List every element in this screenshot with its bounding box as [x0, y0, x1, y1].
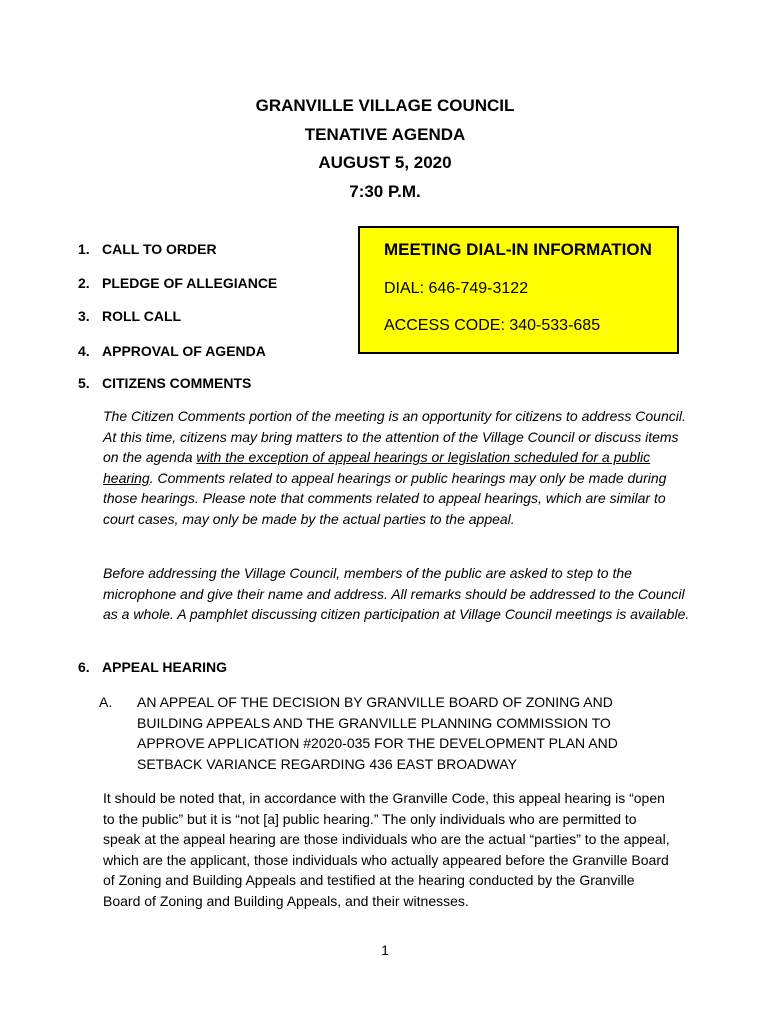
agenda-type: TENATIVE AGENDA — [304, 124, 466, 144]
agenda-item-pledge: 2. PLEDGE OF ALLEGIANCE — [78, 275, 278, 291]
meeting-date: AUGUST 5, 2020 — [318, 153, 452, 172]
council-name: GRANVILLE VILLAGE COUNCIL — [255, 96, 515, 115]
page-number: 1 — [381, 942, 389, 958]
dial-in-box — [358, 226, 679, 354]
agenda-item-approval: 4. APPROVAL OF AGENDA — [78, 343, 266, 359]
agenda-item-call-to-order: 1. CALL TO ORDER — [78, 241, 217, 257]
meeting-time: 7:30 P.M. — [349, 181, 421, 201]
agenda-item-roll-call: 3. ROLL CALL — [78, 308, 182, 324]
agenda-item-citizens-comments: 5. CITIZENS COMMENTS — [78, 375, 252, 391]
agenda-title — [0, 92, 770, 206]
agenda-item-appeal-hearing: 6. APPEAL HEARING — [78, 659, 227, 675]
appeal-description: AN APPEAL OF THE DECISION BY GRANVILLE BOARD OF ZONING AND BUILDING APPEALS AND THE GRANVILLE PLANNING COMMISSION TO APPROVE APPLICATION #2020-035 FOR THE DEVELOPMENT PLAN AND SETBACK VARIANCE REGARDING 436 EAST BROADWAY — [137, 694, 618, 772]
citizens-comments-paragraph: The Citizen Comments portion of the meeting is an opportunity for citizens to address Council. At this time, citizens may bring matters to the attention of the Village Council or discuss items on the agenda with the exception of appeal hearings or legislation scheduled for a public hearing. Comments related to appeal hearings or public hearings may only be made during those hearings. Please note that comments related to appeal hearings, which are similar to court cases, may only be made by the actual parties to the appeal. — [103, 408, 686, 527]
exception-underlined: with the exception of appeal hearings or legislation scheduled for a public hearing — [103, 449, 651, 486]
public-address-paragraph: Before addressing the Village Council, members of the public are asked to step to the microphone and give their name and address. All remarks should be addressed to the Council as a whole. A pamphlet discussing citizen participation at Village Council meetings is available. — [103, 565, 690, 623]
access-code: ACCESS CODE: 340-533-685 — [384, 317, 601, 334]
appeal-letter: A. — [99, 694, 113, 710]
dial-number: DIAL: 646-749-3122 — [384, 280, 529, 297]
appeal-note-paragraph: It should be noted that, in accordance with the Granville Code, this appeal hearing is “open to the public” but it is “not [a] public hearing.” The only individuals who are permitted to speak at the appeal hearing are those individuals who are the actual “parties” to the appeal, which are the applicant, those individuals who actually appeared before the Granville Board of Zoning and Building Appeals and testified at the hearing conducted by the Granville Board of Zoning and Building Appeals, and their witnesses. — [103, 790, 670, 909]
dial-in-heading: MEETING DIAL-IN INFORMATION — [384, 240, 652, 259]
